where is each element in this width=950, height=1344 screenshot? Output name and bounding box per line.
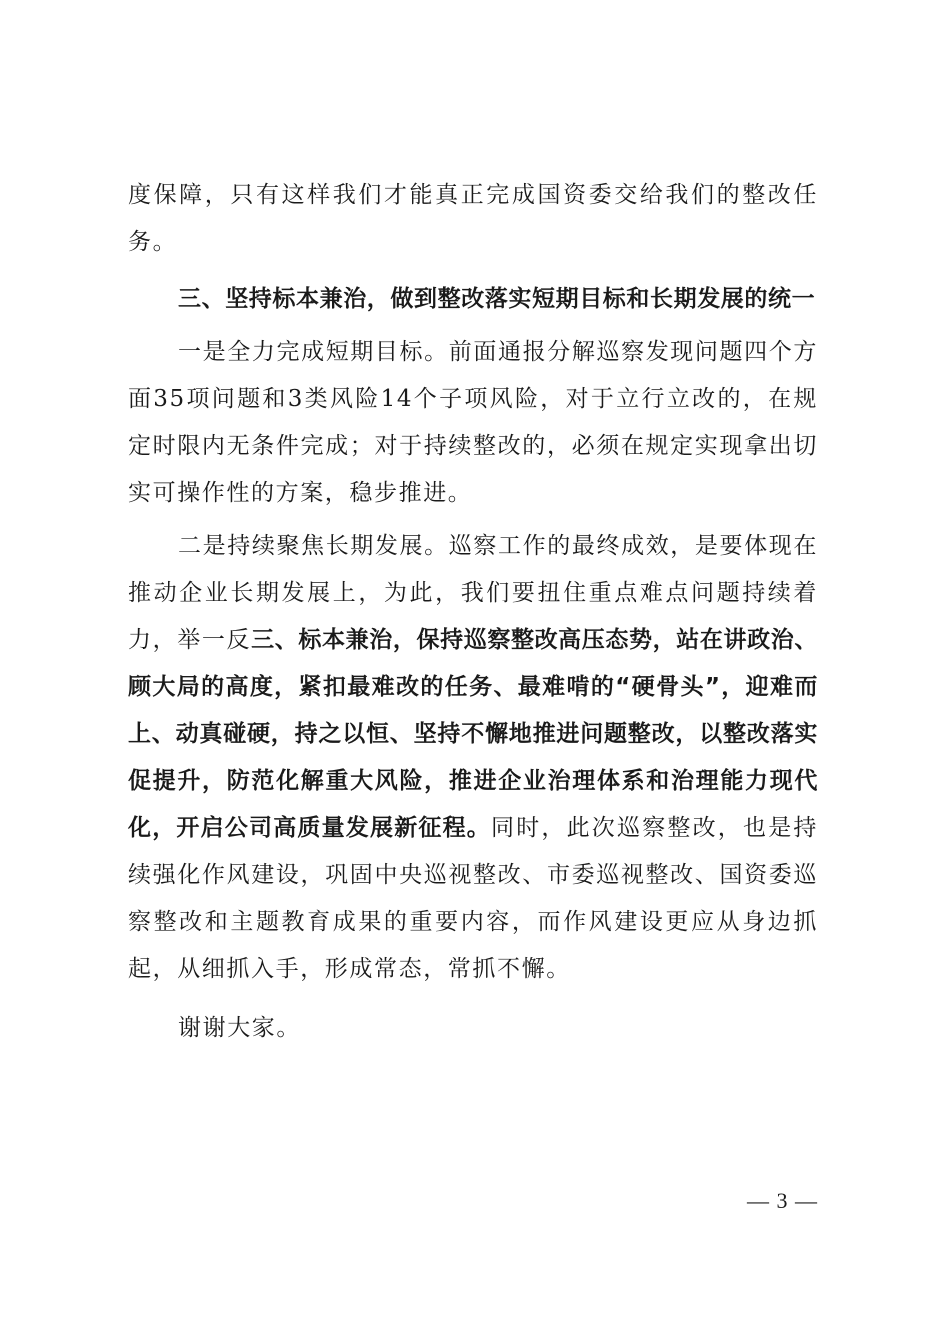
document-body xyxy=(128,172,818,1052)
spacer xyxy=(128,266,818,272)
section-heading: 三、坚持标本兼治，做到整改落实短期目标和长期发展的统一 xyxy=(178,286,816,312)
paragraph-bold-text: 三、标本兼治，保持巡察整改高压态势，站在讲政治、顾大局的高度，紧扣最难改的任务、最难啃的“硬骨头”，迎难而上、动真碰硬，持之以恒、坚持不懈地推进问题整改，以整改落实促提升，防范化解重大风险，推进企业治理体系和治理能力现代化，开启公司高质量发展新征程。 xyxy=(128,627,818,841)
paragraph-long-term-development xyxy=(128,523,818,993)
paragraph-short-term-goal: 一是全力完成短期目标。前面通报分解巡察发现问题四个方面35项问题和3类风险14个子项风险，对于立行立改的，在规定时限内无条件完成；对于持续整改的，必须在规定实现拿出切实可操作性的方案，稳步推进。 xyxy=(128,339,818,506)
paragraph-text: 二是持续聚焦长期发展。巡察工作的最终成效，是要体现在推动企业长期发展上，为此，我们要扭住重点难点问题持续着力，举一反 xyxy=(128,533,818,653)
page-number: — 3 — xyxy=(747,1188,818,1213)
paragraph-text: 同时，此次巡察整改，也是持续强化作风建设，巩固中央巡视整改、市委巡视整改、国资委巡察整改和主题教育成果的重要内容，而作风建设更应从身边抓起，从细抓入手，形成常态，常抓不懈。 xyxy=(128,815,818,982)
paragraph-continued: 度保障，只有这样我们才能真正完成国资委交给我们的整改任务。 xyxy=(128,182,818,255)
closing-remark: 谢谢大家。 xyxy=(178,1015,301,1041)
